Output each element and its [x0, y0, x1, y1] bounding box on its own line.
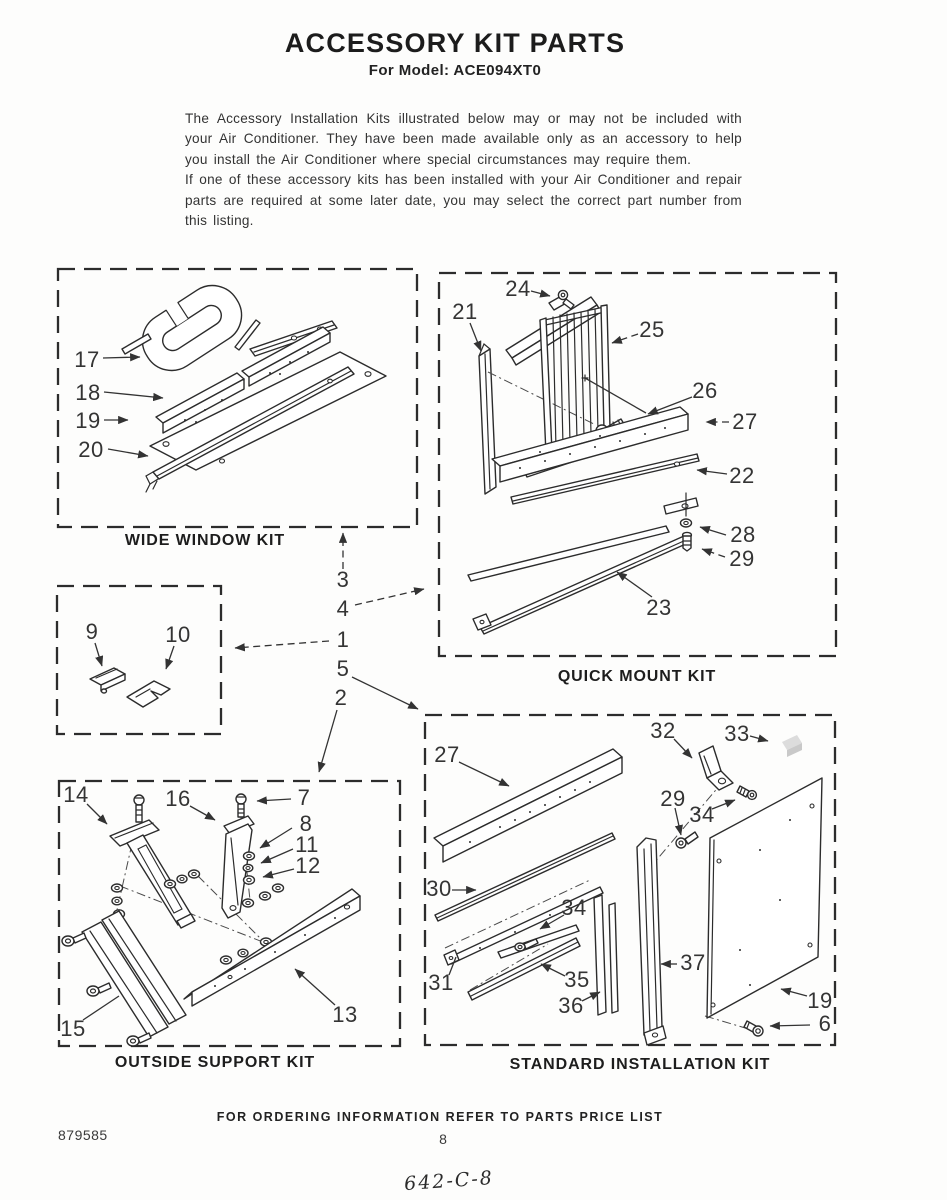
leader-4	[355, 589, 424, 605]
callout-12: 12	[295, 853, 321, 878]
part-6-screw	[744, 1021, 763, 1036]
callout-20: 20	[78, 437, 104, 462]
leader-15	[83, 996, 119, 1020]
leader-5	[352, 677, 418, 709]
part-36-strips	[594, 895, 618, 1015]
callout-13: 13	[332, 1002, 358, 1027]
intro-text	[185, 109, 742, 231]
callout-29-sik: 29	[660, 786, 686, 811]
callout-2: 2	[334, 685, 348, 710]
doc-number: 879585	[58, 1127, 108, 1143]
callout-28: 28	[730, 522, 756, 547]
ordering-note: FOR ORDERING INFORMATION REFER TO PARTS PRICE LIST	[216, 1110, 664, 1124]
callout-14: 14	[63, 782, 89, 807]
part-17-window-seal	[122, 274, 260, 381]
callout-11: 11	[295, 832, 319, 857]
leader-24	[531, 291, 550, 296]
callout-18: 18	[75, 380, 101, 405]
part-21-filler-strip	[479, 344, 496, 494]
leader-14	[87, 804, 107, 824]
label-wide-window-kit: WIDE WINDOW KIT	[124, 532, 286, 549]
callout-27-qmk: 27	[732, 409, 758, 434]
part-13-support-rail	[184, 889, 360, 1006]
callout-29-qmk: 29	[729, 546, 755, 571]
callout-23: 23	[646, 595, 672, 620]
callout-21: 21	[452, 299, 478, 324]
callout-17: 17	[74, 347, 100, 372]
plate-code: 642-C-8	[403, 1166, 495, 1196]
callout-32: 32	[650, 718, 676, 743]
leader-27s	[459, 762, 509, 786]
callout-10: 10	[165, 622, 191, 647]
leaders-wide-window	[103, 357, 163, 456]
part-28-washer	[681, 519, 692, 527]
leader-20	[108, 449, 148, 456]
leader-2	[319, 710, 337, 772]
part-29-bolt-qmk	[683, 532, 692, 551]
callout-9: 9	[85, 619, 99, 644]
leader-1	[235, 641, 329, 648]
callout-31: 31	[428, 970, 454, 995]
intro-paragraph-1: The Accessory Installation Kits illustrated below may or may not be included with your Air Conditioner. They have been made available only as an accessory to help you install the Air Conditioner where special circumstances may require them.	[185, 111, 742, 167]
part-10-bracket	[127, 681, 170, 707]
label-standard-installation-kit: STANDARD INSTALLATION KIT	[509, 1056, 771, 1073]
part-8-11-12-washers-nuts	[112, 852, 284, 918]
callout-1: 1	[336, 627, 350, 652]
leader-19s	[781, 989, 807, 996]
callout-8: 8	[299, 811, 313, 836]
callout-19: 19	[75, 408, 101, 433]
callout-36: 36	[558, 993, 584, 1018]
leader-6	[770, 1025, 810, 1026]
callout-37: 37	[680, 950, 706, 975]
leader-26b	[585, 378, 646, 413]
callout-26: 26	[692, 378, 718, 403]
callout-6: 6	[818, 1011, 832, 1036]
leader-22	[697, 470, 727, 474]
part-7-bolt	[236, 794, 246, 817]
leader-23	[617, 572, 652, 597]
callout-15: 15	[60, 1016, 86, 1041]
leader-10	[166, 646, 174, 669]
leader-13	[295, 969, 335, 1005]
part-33-gasket-pad	[782, 735, 802, 757]
leader-18	[104, 392, 163, 398]
leader-11	[261, 849, 293, 863]
leader-8	[260, 828, 292, 848]
centerline-osk-3	[120, 886, 268, 944]
leaders-connectors	[235, 533, 424, 772]
leader-28	[700, 527, 726, 535]
part-19-panel-sik	[707, 778, 822, 1018]
hardware-box	[57, 586, 221, 734]
callout-27-sik: 27	[434, 742, 460, 767]
callout-4: 4	[336, 596, 350, 621]
model-subtitle: For Model: ACE094XT0	[368, 62, 542, 79]
leader-16	[190, 806, 215, 820]
leader-32	[674, 739, 692, 758]
callout-25: 25	[639, 317, 665, 342]
label-quick-mount-kit: QUICK MOUNT KIT	[557, 668, 717, 685]
page-title: ACCESSORY KIT PARTS	[284, 28, 626, 58]
part-34-screw-upper	[737, 786, 756, 799]
label-outside-support-kit: OUTSIDE SUPPORT KIT	[114, 1054, 316, 1071]
callout-34-upper: 34	[689, 802, 715, 827]
leader-29q	[702, 549, 725, 557]
callout-34-lower: 34	[561, 895, 587, 920]
leader-34a	[712, 800, 735, 809]
callout-30: 30	[426, 876, 452, 901]
leader-17	[103, 357, 140, 358]
part-32-bracket	[699, 746, 733, 790]
leader-7	[257, 799, 291, 801]
part-37-channel	[637, 838, 666, 1045]
leader-35	[541, 964, 565, 976]
leaders-hardware-box	[95, 643, 174, 669]
callout-22: 22	[729, 463, 755, 488]
leader-21	[470, 323, 481, 351]
callout-7: 7	[297, 785, 311, 810]
leader-33	[750, 736, 768, 741]
callout-3: 3	[336, 567, 350, 592]
intro-paragraph-2: If one of these accessory kits has been installed with your Air Conditioner and repair parts are required at some later date, you may select the correct part number from this listing.	[185, 172, 742, 228]
leader-25	[612, 334, 638, 343]
leader-12	[263, 869, 294, 877]
leader-9	[95, 643, 102, 666]
part-bolt-above-14	[134, 795, 144, 822]
part-29-screw-sik	[676, 832, 698, 848]
callout-33: 33	[724, 721, 750, 746]
callout-16: 16	[165, 786, 191, 811]
part-9-clip	[90, 668, 125, 693]
page-number: 8	[439, 1131, 447, 1147]
callout-35: 35	[564, 967, 590, 992]
callout-5: 5	[336, 656, 350, 681]
leader-29s	[675, 808, 681, 835]
callout-24: 24	[505, 276, 531, 301]
callout-19-sik: 19	[807, 988, 833, 1013]
